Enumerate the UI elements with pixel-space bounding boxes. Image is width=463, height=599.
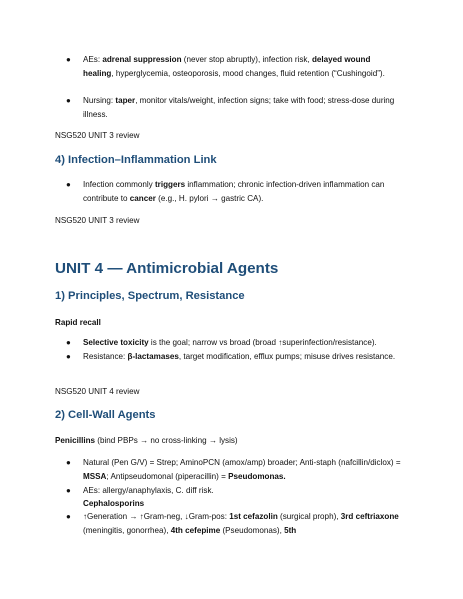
block-text <box>83 336 403 350</box>
text-run: (meningitis, gonorrhea), <box>83 525 171 535</box>
block-text <box>83 94 403 121</box>
bold-text: cancer <box>129 193 156 203</box>
text-run: ; Antipseudomonal (piperacillin) = <box>106 471 229 481</box>
text-run: Resistance: <box>83 352 128 361</box>
block-text <box>83 497 144 510</box>
text-run: , monitor vitals/weight, infection signs; take with food; stress-dose during illness. <box>83 96 395 119</box>
bullet-icon: ● <box>66 180 71 189</box>
bold-text: β-lactamases <box>127 352 179 361</box>
block-text <box>83 484 403 498</box>
block-text <box>55 153 217 167</box>
bold-text: 1st cefazolin <box>229 512 278 521</box>
bold-text: 4th cefepime <box>170 525 221 535</box>
block-text <box>55 434 238 447</box>
bullet-icon: ● <box>66 55 71 64</box>
block-text <box>83 456 403 483</box>
block-text <box>55 408 156 422</box>
bold-text: Pseudomonas. <box>228 471 286 481</box>
block-text <box>83 53 403 80</box>
bullet-icon: ● <box>66 512 71 521</box>
block-text <box>55 260 278 278</box>
text-run: , hyperglycemia, osteoporosis, mood changes, fluid retention (“Cushingoid”). <box>111 68 385 78</box>
text-run: inflammation; chronic infection-driven inflammation can contribute to <box>83 180 385 203</box>
text-run: 2) Cell-Wall Agents <box>55 409 156 421</box>
bold-text: Penicillins <box>55 436 96 445</box>
bullet-icon: ● <box>66 352 71 361</box>
bold-text: triggers <box>154 180 186 189</box>
text-run: (e.g., H. pylori → gastric CA). <box>155 193 264 203</box>
text-run: AEs: allergy/anaphylaxis, C. diff risk. <box>83 486 214 495</box>
text-run: Natural (Pen G/V) = Strep; AminoPCN (amox/amp) broader; Anti-staph (nafcillin/diclox) = <box>83 458 401 467</box>
text-run: (surgical proph), <box>277 512 341 521</box>
text-run: NSG520 UNIT 4 review <box>55 387 140 396</box>
bold-text: MSSA <box>83 471 107 481</box>
block-text <box>83 350 403 364</box>
block-text <box>55 289 245 303</box>
text-run: (Pseudomonas), <box>220 525 285 535</box>
text-run: UNIT 4 — Antimicrobial Agents <box>55 260 279 277</box>
text-run: (never stop abruptly), infection risk, <box>181 55 312 64</box>
text-run: 1) Principles, Spectrum, Resistance <box>55 290 245 302</box>
bold-text: delayed wound healing <box>83 55 371 78</box>
bold-text: taper <box>115 96 136 105</box>
text-run: NSG520 UNIT 3 review <box>55 216 140 225</box>
bullet-icon: ● <box>66 96 71 105</box>
text-run: , target modification, efflux pumps; misuse drives resistance. <box>178 352 396 361</box>
block-text <box>83 510 403 537</box>
block-text <box>55 214 139 227</box>
bold-text: Rapid recall <box>55 318 101 327</box>
text-run: ↑Generation → ↑Gram-neg, ↓Gram-pos: <box>83 512 230 521</box>
block-text <box>55 316 101 329</box>
bold-text: adrenal suppression <box>102 55 182 64</box>
text-run: 4) Infection–Inflammation Link <box>55 154 217 166</box>
block-text <box>83 178 403 205</box>
bullet-icon: ● <box>66 486 71 495</box>
bold-text: 3rd ceftriaxone <box>340 512 399 521</box>
bold-text: Cephalosporins <box>83 499 145 508</box>
text-run: (bind PBPs → no cross-linking → lysis) <box>95 436 238 445</box>
bullet-icon: ● <box>66 338 71 347</box>
bullet-icon: ● <box>66 458 71 467</box>
text-run: AEs: <box>83 55 103 64</box>
text-run: Infection commonly <box>83 180 155 189</box>
text-run: is the goal; narrow vs broad (broad ↑superinfection/resistance). <box>148 338 377 347</box>
bold-text: Selective toxicity <box>83 338 149 347</box>
block-text <box>55 129 139 142</box>
block-text <box>55 385 139 398</box>
text-run: NSG520 UNIT 3 review <box>55 131 140 140</box>
text-run: Nursing: <box>83 96 116 105</box>
bold-text: 5th <box>284 525 297 535</box>
